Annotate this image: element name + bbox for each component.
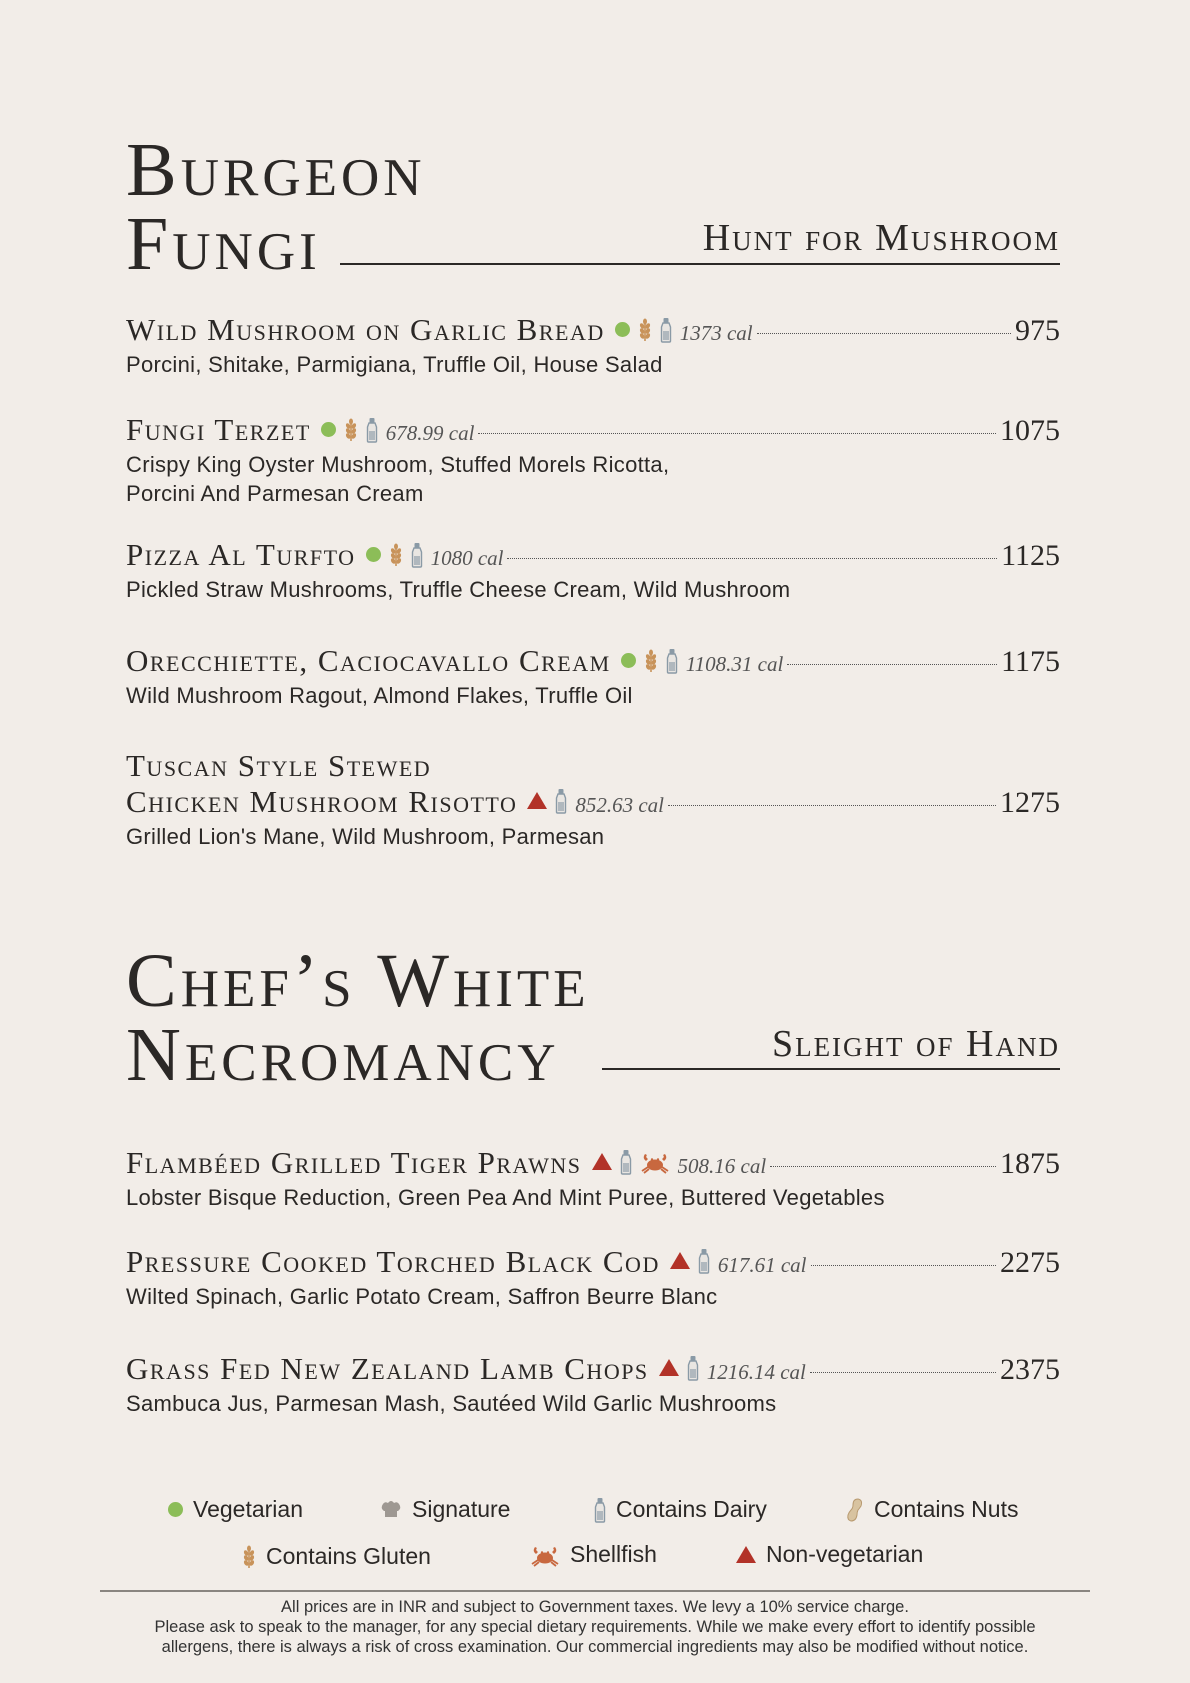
legend-non-vegetarian (736, 1541, 923, 1568)
footer-line2: Please ask to speak to the manager, for any special dietary requirements. While we make every effort to identify possible (154, 1618, 1036, 1636)
dairy-icon (411, 542, 423, 568)
legend-signature (380, 1496, 510, 1523)
gluten-icon (344, 418, 358, 442)
item-description: Grilled Lion's Mane, Wild Mushroom, Parmesan (126, 824, 605, 849)
item-name: Flambéed Grilled Tiger Prawns (126, 1145, 582, 1180)
menu-item (126, 1244, 1060, 1311)
item-name-line2: Chicken Mushroom Risotto (126, 784, 518, 819)
item-description: Porcini, Shitake, Parmigiana, Truffle Oil, House Salad (126, 352, 663, 377)
chef-hat-icon (380, 1499, 402, 1521)
item-calories: 1216.14 cal (706, 1360, 806, 1384)
item-calories: 852.63 cal (575, 793, 665, 817)
item-description: Wilted Spinach, Garlic Potato Cream, Saffron Beurre Blanc (126, 1284, 718, 1309)
menu-item (126, 537, 1060, 604)
legend-label: Contains Dairy (616, 1496, 767, 1522)
legend-nuts (846, 1496, 1018, 1523)
menu-item (126, 643, 1060, 710)
section-header-chefs-white-necromancy (126, 939, 1060, 1097)
item-name: Pizza Al Turfto (126, 537, 356, 572)
menu-item (126, 412, 1060, 508)
item-price: 1175 (1001, 645, 1060, 678)
legend-label: Non-vegetarian (766, 1541, 924, 1567)
leader-dots (757, 333, 1011, 334)
section-header-burgeon-fungi (126, 128, 1060, 286)
dairy-icon (366, 417, 378, 443)
footer-line1: All prices are in INR and subject to Government taxes. We levy a 10% service charge. (281, 1598, 909, 1616)
menu-item (126, 748, 1060, 851)
non-vegetarian-icon (670, 1252, 690, 1269)
legend-label: Signature (412, 1496, 511, 1522)
footer-disclaimer (60, 1597, 1130, 1657)
item-price: 1275 (1000, 786, 1060, 819)
legend-label: Shellfish (570, 1541, 657, 1567)
leader-dots (770, 1166, 996, 1167)
item-price: 2275 (1000, 1246, 1060, 1279)
item-description-line2: Porcini And Parmesan Cream (126, 481, 424, 506)
item-description: Pickled Straw Mushrooms, Truffle Cheese Cream, Wild Mushroom (126, 577, 791, 602)
legend-label: Contains Nuts (874, 1496, 1019, 1522)
leader-dots (811, 1265, 997, 1266)
item-name-line1: Tuscan Style Stewed (126, 748, 432, 783)
dairy-icon (620, 1149, 632, 1175)
footer-line3: allergens, there is always a risk of cross examination. Our commercial ingredients may also be modified without notice. (161, 1638, 1029, 1656)
menu-item (126, 1351, 1060, 1418)
item-name: Fungi Terzet (126, 412, 311, 447)
section-title-line2: Necromancy (126, 1013, 560, 1097)
item-price: 975 (1015, 314, 1060, 347)
gluten-icon (242, 1545, 256, 1569)
section-title-line1: Burgeon (126, 128, 426, 212)
menu-item (126, 1145, 1060, 1212)
item-calories: 1373 cal (679, 321, 753, 345)
non-vegetarian-icon (659, 1359, 679, 1376)
vegetarian-icon (168, 1502, 183, 1517)
section-title-line1: Chef’s White (126, 939, 590, 1023)
item-calories: 678.99 cal (385, 421, 475, 445)
vegetarian-icon (615, 322, 630, 337)
item-description: Sambuca Jus, Parmesan Mash, Sautéed Wild Garlic Mushrooms (126, 1391, 777, 1416)
vegetarian-icon (366, 547, 381, 562)
item-description-line1: Crispy King Oyster Mushroom, Stuffed Morels Ricotta, (126, 452, 670, 477)
leader-dots (668, 805, 996, 806)
item-name: Grass Fed New Zealand Lamb Chops (126, 1351, 649, 1386)
gluten-icon (389, 543, 403, 567)
item-calories: 617.61 cal (717, 1253, 807, 1277)
non-vegetarian-icon (736, 1546, 756, 1563)
dairy-icon (687, 1355, 699, 1381)
item-price: 1875 (1000, 1147, 1060, 1180)
item-calories: 1108.31 cal (685, 652, 784, 676)
item-name: Wild Mushroom on Garlic Bread (126, 312, 605, 347)
section-subtitle: Sleight of Hand (771, 1023, 1060, 1065)
dairy-icon (555, 788, 567, 814)
vegetarian-icon (621, 653, 636, 668)
section-subtitle: Hunt for Mushroom (702, 217, 1060, 259)
peanut-icon (846, 1497, 864, 1523)
dairy-icon (660, 317, 672, 343)
item-calories: 1080 cal (430, 546, 504, 570)
legend-label: Contains Gluten (266, 1543, 431, 1569)
dairy-icon (594, 1497, 606, 1523)
item-calories: 508.16 cal (677, 1154, 767, 1178)
item-price: 1075 (1000, 414, 1060, 447)
dairy-icon (666, 648, 678, 674)
item-description: Lobster Bisque Reduction, Green Pea And Mint Puree, Buttered Vegetables (126, 1185, 885, 1210)
leader-dots (507, 558, 997, 559)
shellfish-icon (640, 1150, 670, 1174)
menu-item (126, 312, 1060, 379)
gluten-icon (638, 318, 652, 342)
item-price: 2375 (1000, 1353, 1060, 1386)
leader-dots (810, 1372, 996, 1373)
item-description: Wild Mushroom Ragout, Almond Flakes, Truffle Oil (126, 683, 633, 708)
vegetarian-icon (321, 422, 336, 437)
gluten-icon (644, 649, 658, 673)
item-price: 1125 (1001, 539, 1060, 572)
non-vegetarian-icon (592, 1153, 612, 1170)
leader-dots (478, 433, 996, 434)
shellfish-icon (530, 1543, 560, 1567)
footer-divider (100, 1590, 1090, 1592)
dairy-icon (698, 1248, 710, 1274)
section-divider (602, 1068, 1060, 1070)
item-name: Pressure Cooked Torched Black Cod (126, 1244, 660, 1279)
legend-gluten (242, 1543, 431, 1570)
legend-shellfish (530, 1541, 657, 1568)
section-title-line2: Fungi (126, 202, 321, 286)
non-vegetarian-icon (527, 792, 547, 809)
section-divider (340, 263, 1060, 265)
legend-label: Vegetarian (193, 1496, 303, 1522)
item-name: Orecchiette, Caciocavallo Cream (126, 643, 611, 678)
legend-dairy (594, 1496, 767, 1523)
leader-dots (787, 664, 997, 665)
legend-vegetarian (168, 1496, 303, 1523)
